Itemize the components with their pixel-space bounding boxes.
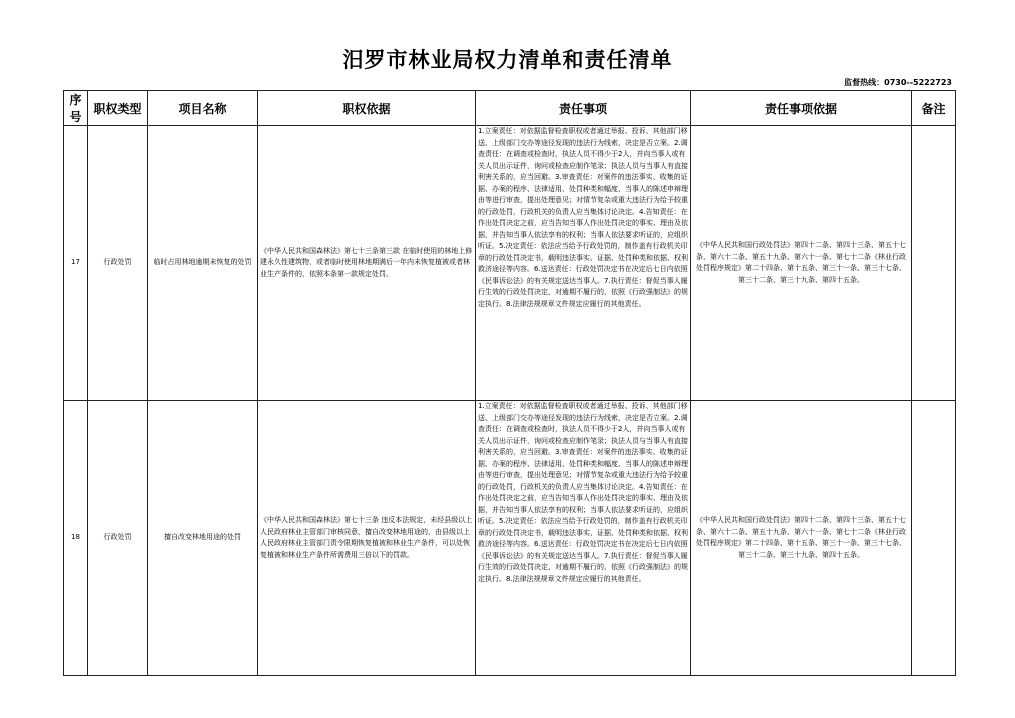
header-type: 职权类型 — [88, 91, 148, 126]
row-name: 临时占用林地逾期未恢复的处罚 — [148, 126, 258, 401]
row-basis: 《中华人民共和国森林法》第七十三条 违反本法规定，未经县级以上人民政府林业主管部门审核同意，擅自改变林地用途的，由县级以上人民政府林业主管部门责令限期恢复植被和林业生产条件，可以处恢复植被和林业生产条件所需费用三倍以下的罚款。 — [258, 401, 476, 676]
header-basis: 职权依据 — [258, 91, 476, 126]
table-row — [64, 401, 956, 676]
header-no: 序号 — [64, 91, 88, 126]
row-duty-basis: 《中华人民共和国行政处罚法》第四十二条、第四十三条、第五十七条、第六十二条、第五十九条、第六十一条、第七十二条《林业行政处罚程序规定》第二十四条、第十五条、第三十一条、第三十七条、第三十二条、第三十九条、第四十五条。 — [691, 401, 912, 676]
header-duties: 责任事项 — [476, 91, 691, 126]
row-note — [912, 126, 956, 401]
header-note: 备注 — [912, 91, 956, 126]
power-responsibility-table — [63, 90, 956, 676]
row-duties-cell — [476, 126, 691, 401]
row-type: 行政处罚 — [88, 126, 148, 401]
row-duties: 1.立案责任：对依据监督检查职权或者通过举报、投诉、其他部门移送、上级部门交办等途径发现的违法行为线索，决定是否立案。2.调查责任：在调查或检查时，执法人员不得少于2人，并向当事人或有关人员出示证件，询问或检查应制作笔录；执法人员与当事人有直接利害关系的，应当回避。3.审查责任：对案件的违法事实、收集的证据、办案的程序、法律适用、处罚种类和幅度、当事人的陈述申辩理由等进行审查，提出处理意见；对情节复杂或重大违法行为给予较重的行政处罚，行政机关的负责人应当集体讨论决定。4.告知责任：在作出处罚决定之前，应当告知当事人作出处罚决定的事实、理由及依据，并告知当事人依法享有的权利；当事人依法要求听证的，应组织听证。5.决定责任：依法应当给予行政处罚的，制作盖有行政机关印章的行政处罚决定书，载明违法事实、证据、处罚种类和依据、权利救济途径等内容。6.送达责任：行政处罚决定书在决定后七日内依照《民事诉讼法》的有关规定送达当事人。7.执行责任：督促当事人履行生效的行政处罚决定，对逾期不履行的，依照《行政强制法》的规定执行。8.法律法规规章文件规定应履行的其他责任。 — [478, 402, 688, 583]
row-duties: 1.立案责任：对依据监督检查职权或者通过举报、投诉、其他部门移送、上级部门交办等途径发现的违法行为线索，决定是否立案。2.调查责任：在调查或检查时，执法人员不得少于2人，并向当事人或有关人员出示证件，询问或检查应制作笔录；执法人员与当事人有直接利害关系的，应当回避。3.审查责任：对案件的违法事实、收集的证据、办案的程序、法律适用、处罚种类和幅度、当事人的陈述申辩理由等进行审查，提出处理意见；对情节复杂或重大违法行为给予较重的行政处罚，行政机关的负责人应当集体讨论决定。4.告知责任：在作出处罚决定之前，应当告知当事人作出处罚决定的事实、理由及依据，并告知当事人依法享有的权利；当事人依法要求听证的，应组织听证。5.决定责任：依法应当给予行政处罚的，制作盖有行政机关印章的行政处罚决定书，载明违法事实、证据、处罚种类和依据、权利救济途径等内容。6.送达责任：行政处罚决定书在决定后七日内依照《民事诉讼法》的有关规定送达当事人。7.执行责任：督促当事人履行生效的行政处罚决定，对逾期不履行的，依照《行政强制法》的规定执行。8.法律法规规章文件规定应履行的其他责任。 — [478, 127, 688, 308]
supervision-hotline: 监督热线：0730--5222723 — [844, 78, 952, 87]
row-name: 擅自改变林地用途的处罚 — [148, 401, 258, 676]
row-type: 行政处罚 — [88, 401, 148, 676]
row-duties-cell — [476, 401, 691, 676]
table-row — [64, 126, 956, 401]
header-name: 项目名称 — [148, 91, 258, 126]
row-no: 17 — [64, 126, 88, 401]
row-duty-basis: 《中华人民共和国行政处罚法》第四十二条、第四十三条、第五十七条、第六十二条、第五十九条、第六十一条、第七十二条《林业行政处罚程序规定》第二十四条、第十五条、第三十一条、第三十七条、第三十二条、第三十九条、第四十五条。 — [691, 126, 912, 401]
header-duty-basis: 责任事项依据 — [691, 91, 912, 126]
row-basis: 《中华人民共和国森林法》第七十三条第三款 在临时使用的林地上修建永久性建筑物，或者临时使用林地期满后一年内未恢复植被或者林业生产条件的，依照本条第一款规定处罚。 — [258, 126, 476, 401]
document-title: 汨罗市林业局权力清单和责任清单 — [342, 47, 673, 72]
table-header-row — [64, 91, 956, 126]
row-note — [912, 401, 956, 676]
row-no: 18 — [64, 401, 88, 676]
